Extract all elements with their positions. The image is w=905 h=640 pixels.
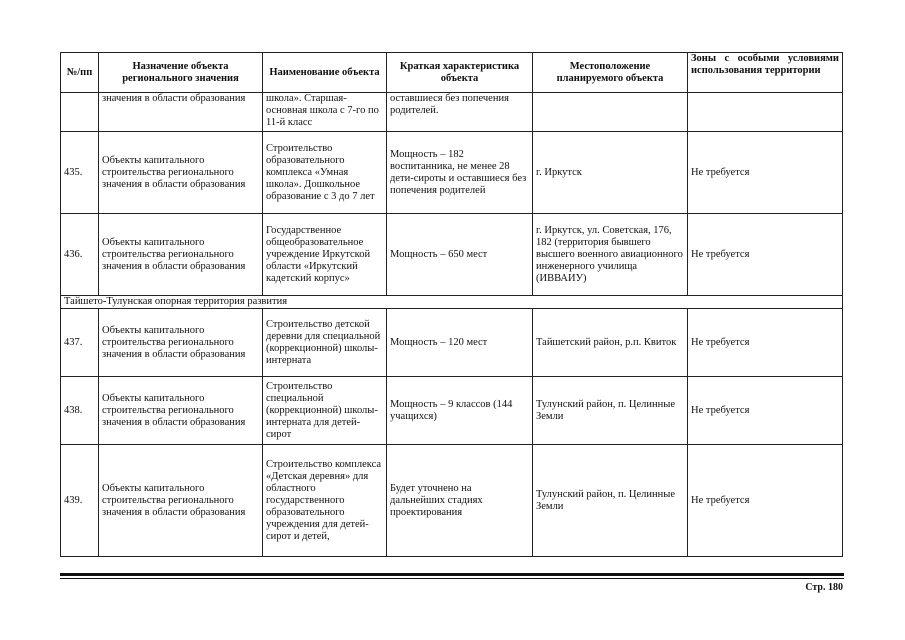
cell-purpose: Объекты капитального строительства регионального значения в области образования: [99, 309, 263, 377]
footer-rule-thin: [60, 578, 844, 579]
table-header-row: [61, 53, 843, 93]
cell-zones: [688, 93, 843, 132]
cell-characteristic: Мощность – 650 мест: [387, 214, 533, 296]
table-row: [61, 309, 843, 377]
header-zones: Зоны с особыми условиями использования территории: [688, 53, 843, 93]
cell-name: Строительство специальной (коррекционной) школы-интерната для детей-сирот: [263, 377, 387, 445]
table-row: [61, 132, 843, 214]
cell-purpose: Объекты капитального строительства регионального значения в области образования: [99, 445, 263, 557]
cell-num: 436.: [61, 214, 99, 296]
section-title: Тайшето-Тулунская опорная территория развития: [61, 296, 843, 309]
cell-name: Строительство образовательного комплекса «Умная школа». Дошкольное образование с 3 до 7 лет: [263, 132, 387, 214]
cell-characteristic: Мощность – 182 воспитанника, не менее 28 дети-сироты и оставшиеся без попечения родителей: [387, 132, 533, 214]
cell-num: 435.: [61, 132, 99, 214]
cell-location: Тайшетский район, р.п. Квиток: [533, 309, 688, 377]
cell-purpose: Объекты капитального строительства регионального значения в области образования: [99, 214, 263, 296]
cell-name: Строительство детской деревни для специальной (коррекционной) школы-интерната: [263, 309, 387, 377]
cell-purpose: Объекты капитального строительства регионального значения в области образования: [99, 132, 263, 214]
page-number: Стр. 180: [805, 582, 843, 593]
cell-zones: Не требуется: [688, 214, 843, 296]
section-row: [61, 296, 843, 309]
header-characteristic: Краткая характеристика объекта: [387, 53, 533, 93]
cell-purpose: Объекты капитального строительства регионального значения в области образования: [99, 377, 263, 445]
cell-num: 438.: [61, 377, 99, 445]
cell-zones: Не требуется: [688, 377, 843, 445]
cell-name: Государственное общеобразовательное учреждение Иркутской области «Иркутский кадетский корпус»: [263, 214, 387, 296]
header-name: Наименование объекта: [263, 53, 387, 93]
table-row: [61, 377, 843, 445]
cell-zones: Не требуется: [688, 309, 843, 377]
cell-name: школа». Старшая-основная школа с 7-го по 11-й класс: [263, 93, 387, 132]
cell-num: [61, 93, 99, 132]
cell-location: [533, 93, 688, 132]
footer-rule-thick: [60, 573, 844, 576]
cell-num: 439.: [61, 445, 99, 557]
cell-characteristic: Мощность – 9 классов (144 учащихся): [387, 377, 533, 445]
table-row: [61, 93, 843, 132]
cell-location: г. Иркутск: [533, 132, 688, 214]
header-location: Местоположение планируемого объекта: [533, 53, 688, 93]
cell-num: 437.: [61, 309, 99, 377]
table-row: [61, 445, 843, 557]
header-purpose: Назначение объекта регионального значения: [99, 53, 263, 93]
cell-location: Тулунский район, п. Целинные Земли: [533, 445, 688, 557]
objects-table: [60, 52, 843, 557]
cell-characteristic: Мощность – 120 мест: [387, 309, 533, 377]
cell-characteristic: Будет уточнено на дальнейших стадиях проектирования: [387, 445, 533, 557]
cell-name: Строительство комплекса «Детская деревня» для областного государственного образовательного учреждения для детей-сирот и детей,: [263, 445, 387, 557]
cell-characteristic: оставшиеся без попечения родителей.: [387, 93, 533, 132]
table-row: [61, 214, 843, 296]
cell-zones: Не требуется: [688, 132, 843, 214]
cell-location: г. Иркутск, ул. Советская, 176, 182 (территория бывшего высшего военного авиационного инженерного училища (ИВВАИУ): [533, 214, 688, 296]
cell-zones: Не требуется: [688, 445, 843, 557]
cell-purpose: значения в области образования: [99, 93, 263, 132]
cell-location: Тулунский район, п. Целинные Земли: [533, 377, 688, 445]
header-num: №/пп: [61, 53, 99, 93]
